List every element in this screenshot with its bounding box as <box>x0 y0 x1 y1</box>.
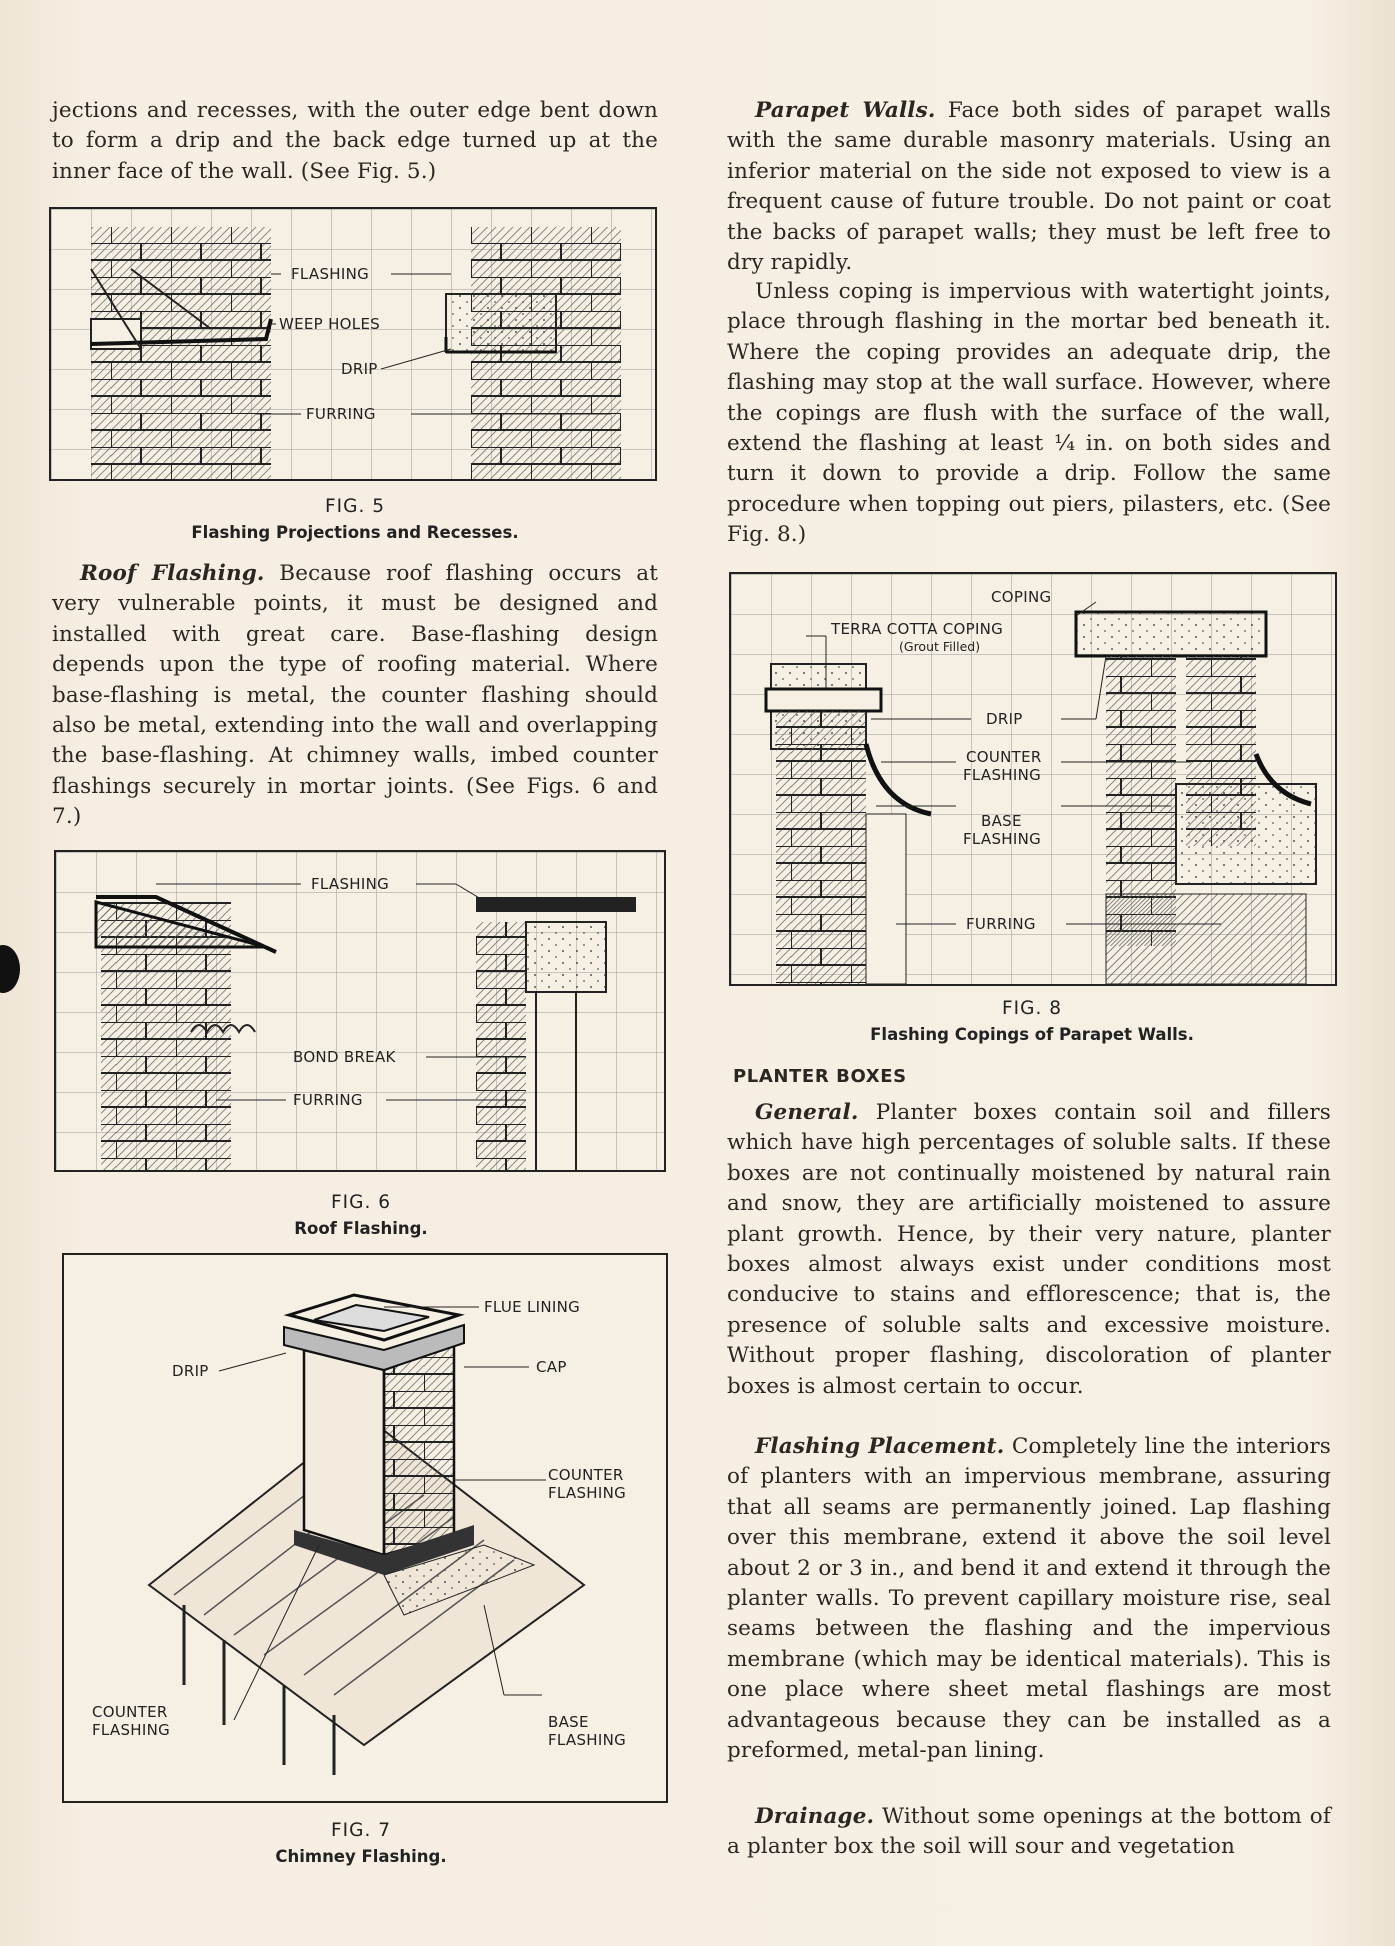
fig5-drawing <box>51 209 655 479</box>
fig5-label-weep-holes: WEEP HOLES <box>279 315 381 333</box>
fig5-label-flashing: FLASHING <box>291 265 370 283</box>
fig6-title: Roof Flashing. <box>294 1219 428 1238</box>
paragraph-unless-coping: Unless coping is impervious with watertight joints, place through flashing in the mortar bed beneath it. Where the coping provides an adequate drip, the flashing may stop at the wall surface. However, where the copings are flush with the surface of the wall, extend the flashing at least ¼ in. on both sides and turn it down to provide a drip. Follow the same procedure when topping out piers, pilasters, etc. (See Fig. 8.) <box>727 279 1331 548</box>
figure-6 <box>54 850 666 1172</box>
fig7-caption <box>52 1818 670 1870</box>
drainage-text: Without some openings at the bottom of a planter box the soil will sour and vegetation <box>727 1804 1331 1860</box>
fig8-caption <box>727 996 1337 1048</box>
figure-5 <box>49 207 657 481</box>
fig7-title: Chimney Flashing. <box>275 1847 447 1866</box>
fig6-label-flashing: FLASHING <box>311 875 390 893</box>
section-heading-planter-boxes: PLANTER BOXES <box>733 1066 907 1087</box>
fig7-label-counter-flashing: FLASHING <box>548 1484 627 1502</box>
fig6-label-furring: FURRING <box>293 1091 363 1109</box>
fig5-title: Flashing Projections and Recesses. <box>191 523 519 542</box>
fig7-label-counter-left: COUNTER <box>92 1703 168 1721</box>
paragraph-drainage <box>727 1802 1331 1863</box>
fig5-caption <box>52 494 658 546</box>
fig8-label-base: BASE <box>981 812 1022 830</box>
drainage-heading: Drainage. <box>755 1804 875 1829</box>
fig6-label-bond-break: BOND BREAK <box>293 1048 396 1066</box>
paragraph-flashing-placement <box>727 1432 1331 1766</box>
fig7-label-counter-left-flashing: FLASHING <box>92 1721 171 1739</box>
roof-flashing-heading: Roof Flashing. <box>80 561 265 586</box>
fig8-label-base-flashing: FLASHING <box>963 830 1042 848</box>
fig7-label-flue-lining: FLUE LINING <box>484 1298 581 1316</box>
fig8-label-grout: (Grout Filled) <box>899 639 981 654</box>
paragraph-general <box>727 1098 1331 1402</box>
fig8-label-furring: FURRING <box>966 915 1036 933</box>
parapet-walls-text: Face both sides of parapet walls with the same durable masonry materials. Using an inferior material on the side not exposed to view is a frequent cause of future trouble. Do not paint or coat the backs of parapet walls; they must be left free to dry rapidly. <box>727 98 1331 276</box>
flashing-placement-text: Completely line the interiors of planters with an impervious membrane, assuring that all seams are permanently joined. Lap flashing over this membrane, extend it above the soil level about 2 or 3 in., and bend it and extend it through the planter walls. To prevent capillary moisture rise, seal seams between the flashing and the impervious membrane (which may be identical materials). This is one place where sheet metal flashings are most advantageous because they can be installed as a preformed, metal-pan lining. <box>727 1434 1331 1764</box>
fig7-drawing <box>64 1255 666 1801</box>
fig7-label-base: BASE <box>548 1713 589 1731</box>
roof-flashing-text: Because roof flashing occurs at very vulnerable points, it must be designed and installed with great care. Base-flashing design depends upon the type of roofing material. Where base-flashing is metal, the counter flashing should also be metal, extending into the wall and overlapping the base-flashing. At chimney walls, imbed counter flashings securely in mortar joints. (See Figs. 6 and 7.) <box>52 561 658 830</box>
fig7-label-base-flashing: FLASHING <box>548 1731 627 1749</box>
fig6-caption <box>52 1190 670 1242</box>
fig8-title: Flashing Copings of Parapet Walls. <box>870 1025 1194 1044</box>
parapet-walls-heading: Parapet Walls. <box>755 98 936 123</box>
fig8-label-coping: COPING <box>991 588 1052 606</box>
fig7-label-counter: COUNTER <box>548 1466 624 1484</box>
flashing-placement-heading: Flashing Placement. <box>755 1434 1005 1459</box>
fig8-drawing <box>731 574 1335 984</box>
paragraph-continued: jections and recesses, with the outer edge bent down to form a drip and the back edge turned up at the inner face of the wall. (See Fig. 5.) <box>52 98 658 184</box>
fig7-label-drip: DRIP <box>172 1362 209 1380</box>
fig8-label-terra-cotta: TERRA COTTA COPING <box>831 620 1004 638</box>
fig5-number: FIG. 5 <box>325 496 385 517</box>
paragraph-parapet-walls <box>727 96 1331 278</box>
figure-7 <box>62 1253 668 1803</box>
fig5-label-furring: FURRING <box>306 405 376 423</box>
fig6-number: FIG. 6 <box>331 1192 391 1213</box>
general-heading: General. <box>755 1100 859 1125</box>
fig8-label-counter: COUNTER <box>966 748 1042 766</box>
fig8-label-drip: DRIP <box>986 710 1023 728</box>
fig7-label-cap: CAP <box>536 1358 567 1376</box>
fig8-number: FIG. 8 <box>1002 998 1062 1019</box>
paragraph-roof-flashing <box>52 559 658 833</box>
fig8-label-counter-flashing: FLASHING <box>963 766 1042 784</box>
figure-8 <box>729 572 1337 986</box>
fig6-drawing <box>56 852 664 1170</box>
fig7-number: FIG. 7 <box>331 1820 391 1841</box>
fig5-label-drip: DRIP <box>341 360 378 378</box>
general-text: Planter boxes contain soil and fillers which have high percentages of soluble salts. If these boxes are not continually moistened by natural rain and snow, they are artificially moistened to assure plant growth. Hence, by their very nature, planter boxes almost always exist under conditions most conducive to stains and efflorescence; that is, the presence of soluble salts and excessive moisture. Without proper flashing, discoloration of planter boxes is almost certain to occur. <box>727 1100 1331 1399</box>
